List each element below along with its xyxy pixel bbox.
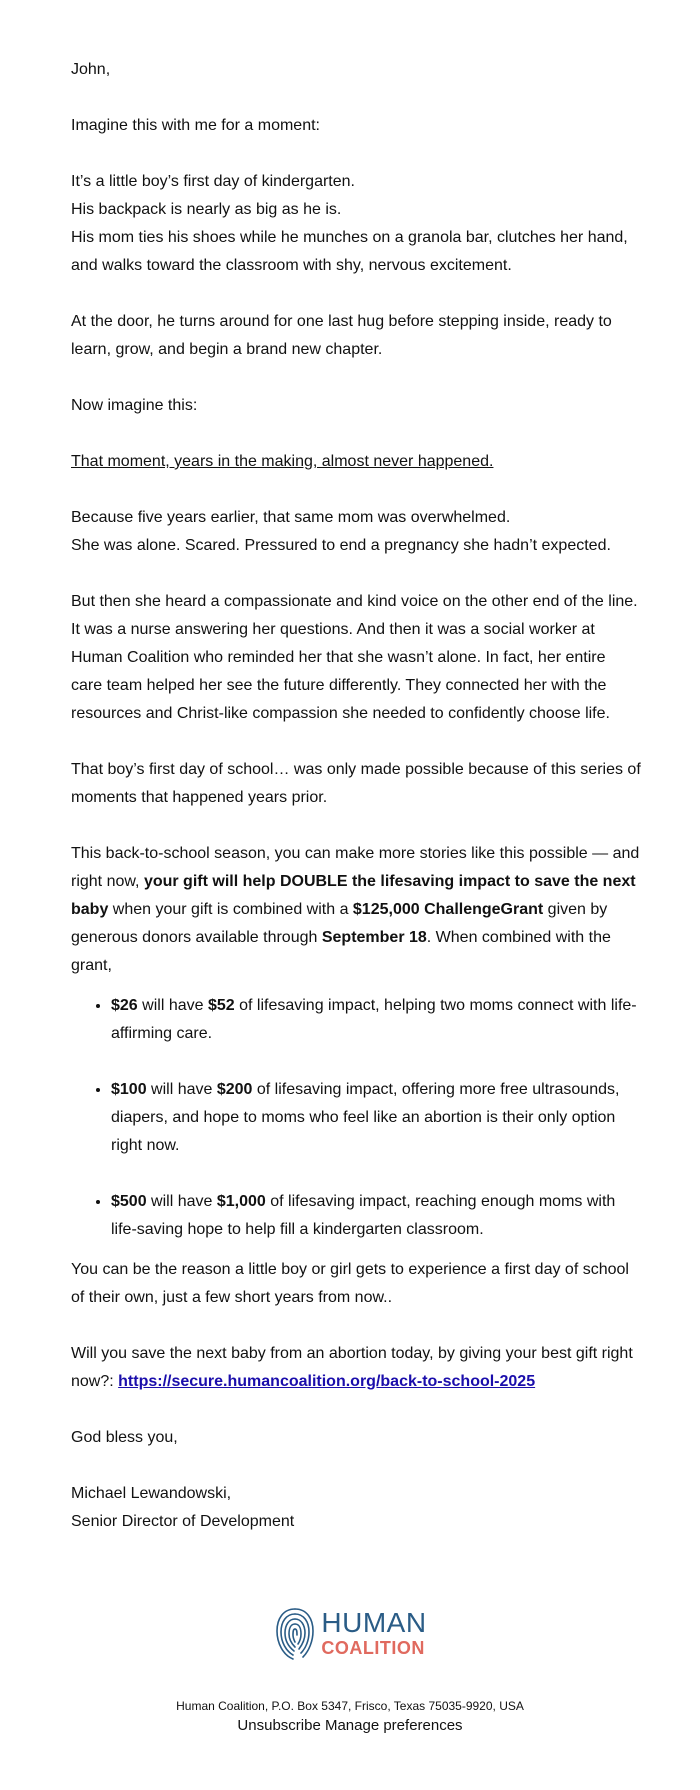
story-line-3: His mom ties his shoes while he munches on a granola bar, clutches her hand, and walks toward the classroom with shy, nervous excitement.	[71, 229, 628, 274]
appeal-bold-deadline: September 18	[321, 929, 427, 946]
email-content	[71, 56, 641, 1564]
fingerprint-icon	[273, 1605, 317, 1661]
five-years-line-2: She was alone. Scared. Pressured to end a pregnancy she hadn’t expected.	[71, 537, 611, 554]
signature-name: Michael Lewandowski	[71, 1485, 227, 1502]
impact-description: of lifesaving impact, reaching enough moms with life-saving hope to help fill a kindergarten classroom.	[111, 1193, 616, 1238]
reason-paragraph: You can be the reason a little boy or girl gets to experience a first day of school of their own, just a few short years from now..	[71, 1261, 629, 1306]
impact-gift-amount: $26	[111, 997, 138, 1014]
impact-connector: will have	[146, 1193, 217, 1210]
appeal-text-2: when your gift is combined with a	[108, 901, 353, 918]
impact-value: $52	[207, 997, 235, 1014]
blessing: God bless you,	[71, 1429, 178, 1446]
impact-item	[111, 1076, 641, 1160]
story-line-2: His backpack is nearly as big as he is.	[71, 201, 342, 218]
impact-list	[71, 992, 641, 1244]
impact-value: $1,000	[216, 1193, 266, 1210]
intro-paragraph: Imagine this with me for a moment:	[71, 117, 320, 134]
appeal-text-1: This back-to-school season, you can make more stories like this possible — and right now,	[71, 845, 640, 890]
donate-link[interactable]: https://secure.humancoalition.org/back-to-school-2025	[118, 1373, 536, 1390]
impact-gift-amount: $100	[111, 1081, 147, 1098]
school-paragraph: That boy’s first day of school… was only made possible because of this series of moments that happened years prior.	[71, 761, 641, 806]
email-footer	[0, 1605, 700, 1734]
impact-item	[111, 1188, 641, 1244]
footer-links	[0, 1717, 700, 1734]
human-coalition-logo[interactable]	[0, 1605, 700, 1661]
impact-connector: will have	[137, 997, 208, 1014]
logo-wordmark	[321, 1609, 426, 1657]
signature-title: Senior Director of Development	[71, 1513, 295, 1530]
signature-comma: ,	[226, 1485, 232, 1502]
almost-never-text: That moment, years in the making, almost never happened.	[71, 453, 494, 470]
greeting: John,	[71, 61, 111, 78]
impact-connector: will have	[146, 1081, 217, 1098]
signature-block	[71, 1480, 641, 1536]
door-paragraph: At the door, he turns around for one last hug before stepping inside, ready to learn, grow, and begin a brand new chapter.	[71, 313, 612, 358]
appeal-text-4: . When combined with the grant,	[71, 929, 611, 974]
impact-description: of lifesaving impact, offering more free ultrasounds, diapers, and hope to moms who feel like an abortion is their only option right now.	[111, 1081, 620, 1154]
cta-text: Will you save the next baby from an abortion today, by giving your best gift right now?:	[71, 1345, 633, 1390]
story-line-1: It’s a little boy’s first day of kindergarten.	[71, 173, 355, 190]
almost-never-paragraph	[71, 448, 641, 476]
impact-item	[111, 992, 641, 1048]
footer-address: Human Coalition, P.O. Box 5347, Frisco, Texas 75035-9920, USA	[176, 1699, 524, 1713]
appeal-text-3: given by generous donors available through	[71, 901, 608, 946]
logo-human-text: HUMAN	[321, 1607, 427, 1638]
appeal-paragraph	[71, 840, 641, 980]
cta-paragraph	[71, 1340, 641, 1396]
appeal-bold-grant: $125,000 ChallengeGrant	[352, 901, 544, 918]
appeal-bold-double: your gift will help DOUBLE the lifesaving impact to save the next baby	[71, 873, 636, 918]
impact-value: $200	[216, 1081, 253, 1098]
manage-preferences-link[interactable]: Manage preferences	[324, 1717, 463, 1734]
story-paragraph	[71, 168, 641, 280]
five-years-paragraph	[71, 504, 641, 560]
now-imagine-paragraph: Now imagine this:	[71, 397, 198, 414]
impact-description: of lifesaving impact, helping two moms connect with life-affirming care.	[111, 997, 637, 1042]
impact-gift-amount: $500	[111, 1193, 147, 1210]
logo-coalition-text: COALITION	[321, 1638, 425, 1658]
compassion-paragraph: But then she heard a compassionate and kind voice on the other end of the line. It was a nurse answering her questions. And then it was a social worker at Human Coalition who reminded her that she wasn’t alone. In fact, her entire care team helped her see the future differently. They connected her with the resources and Christ-like compassion she needed to confidently choose life.	[71, 593, 638, 722]
five-years-line-1: Because five years earlier, that same mom was overwhelmed.	[71, 509, 511, 526]
unsubscribe-link[interactable]: Unsubscribe	[237, 1717, 321, 1734]
